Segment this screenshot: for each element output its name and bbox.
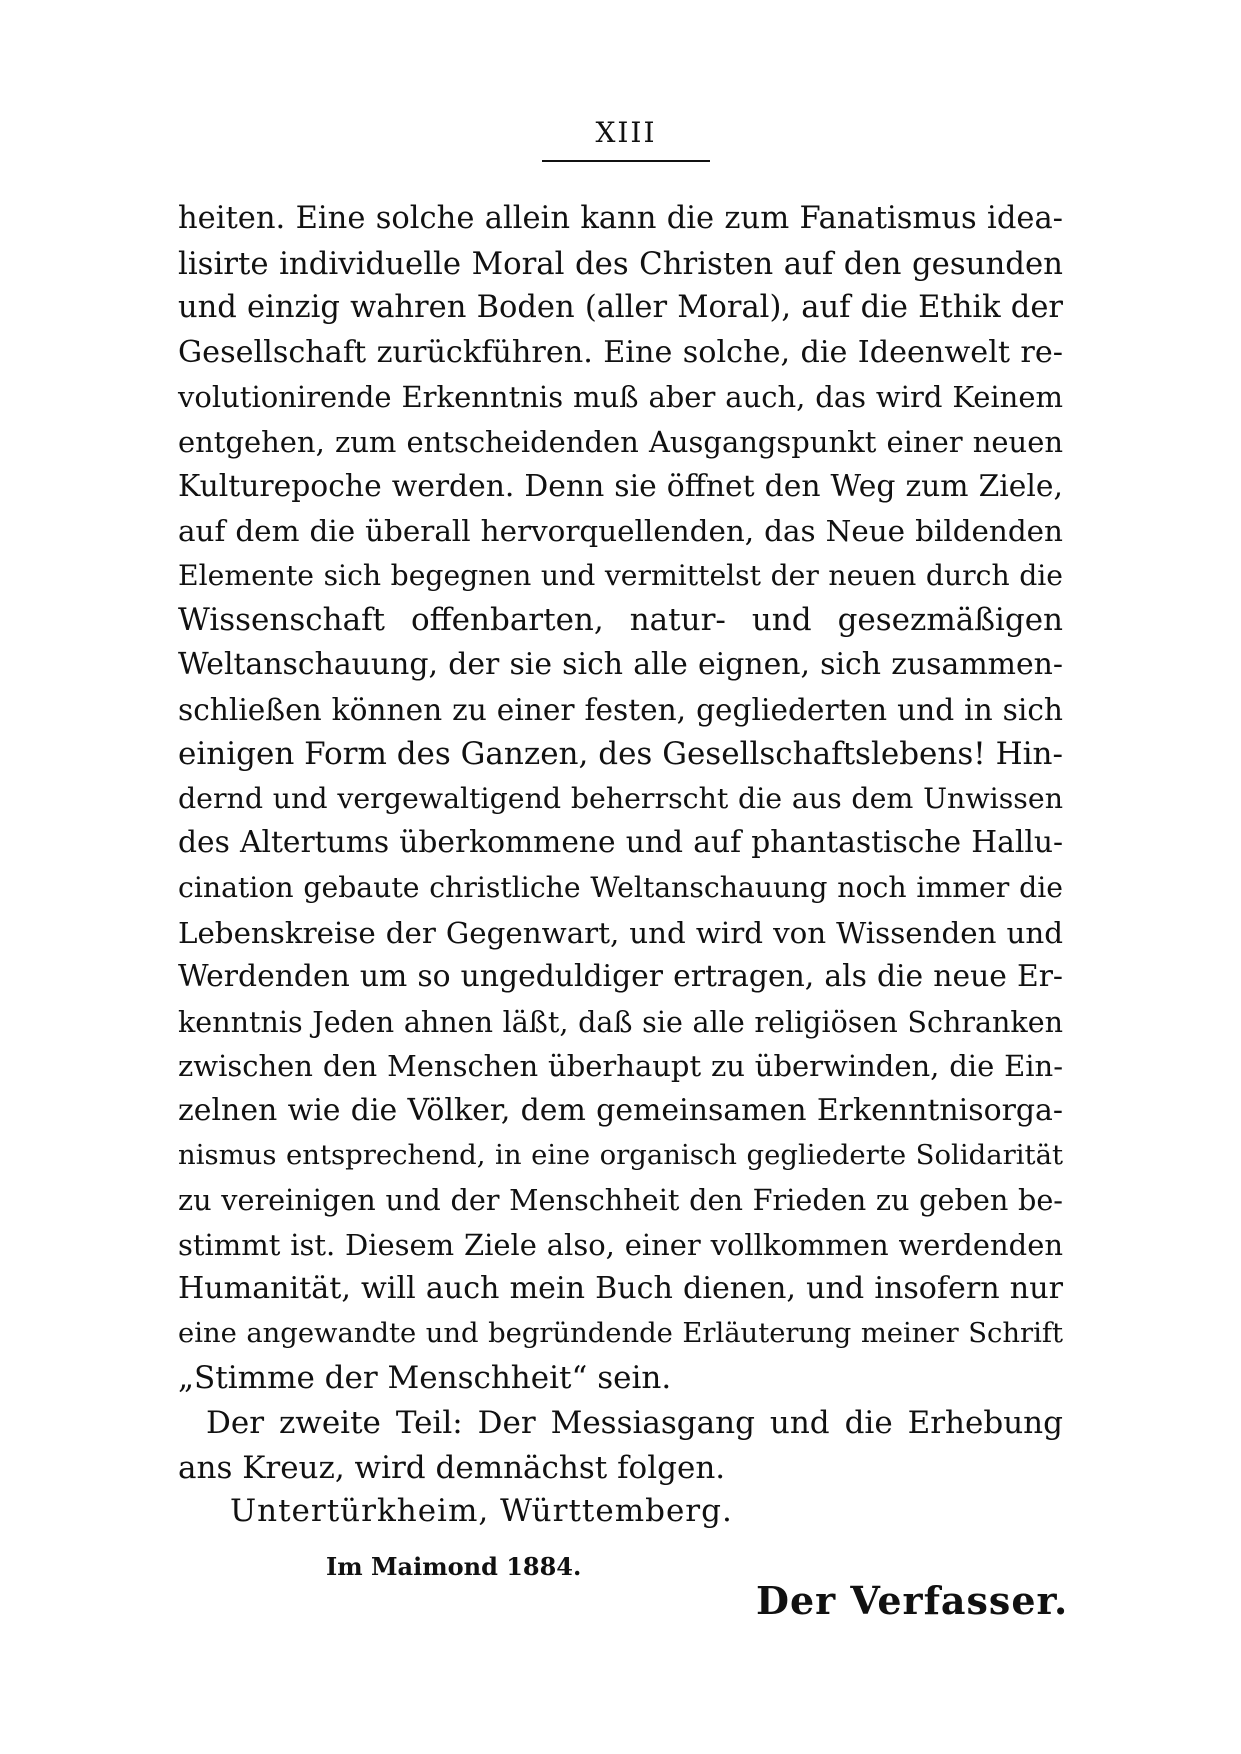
text-line: volutionirende Erkenntnis muß aber auch, das wird Keinem	[178, 380, 1063, 415]
page-number: XIII	[595, 116, 657, 149]
text-line: Weltanschauung, der sie sich alle eignen, sich zusammen-	[178, 646, 1063, 682]
text-line: entgehen, zum entscheidenden Ausgangspunkt einer neuen	[178, 424, 1063, 459]
text-line: „Stimme der Menschheit“ sein.	[178, 1360, 672, 1397]
text-line: nismus entsprechend, in eine organisch gegliederte Solidarität	[178, 1139, 1063, 1172]
text-line: schließen können zu einer festen, gegliederten und in sich	[178, 692, 1063, 727]
text-line: einigen Form des Ganzen, des Gesellschaftslebens! Hin-	[178, 736, 1063, 773]
text-line: heiten. Eine solche allein kann die zum Fanatismus idea-	[178, 201, 1063, 236]
text-line: Humanität, will auch mein Buch dienen, und insofern nur	[178, 1271, 1063, 1307]
text-line: des Altertums überkommene und auf phantastische Hallu-	[178, 825, 1063, 861]
text-line: cination gebaute christliche Weltanschauung noch immer die	[178, 870, 1063, 904]
text-line: ans Kreuz, wird demnächst folgen.	[178, 1449, 726, 1486]
text-line: Lebenskreise der Gegenwart, und wird von Wissenden und	[178, 915, 1063, 950]
text-line: Wissenschaft offenbarten, natur- und gesezmäßigen	[178, 602, 1063, 639]
author-signature: Der Verfasser.	[756, 1578, 1069, 1623]
text-line: auf dem die überall hervorquellenden, das Neue bildenden	[178, 514, 1063, 549]
text-line: Der zweite Teil: Der Messiasgang und die Erhebung	[206, 1405, 1063, 1442]
text-line: dernd und vergewaltigend beherrscht die aus dem Unwissen	[178, 781, 1063, 815]
text-line: Kulturepoche werden. Denn sie öffnet den Weg zum Ziele,	[178, 468, 1063, 504]
closing-date: Im Maimond 1884.	[326, 1552, 582, 1581]
text-line: eine angewandte und begründende Erläuterung meiner Schrift	[178, 1317, 1063, 1349]
text-line: stimmt ist. Diesem Ziele also, einer vollkommen werdenden	[178, 1227, 1063, 1262]
header-rule	[542, 160, 710, 162]
text-line: und einzig wahren Boden (aller Moral), auf die Ethik der	[178, 290, 1063, 326]
text-line: Gesellschaft zurückführen. Eine solche, die Ideenwelt re-	[178, 334, 1063, 370]
text-line: zu vereinigen und der Menschheit den Frieden zu geben be-	[178, 1183, 1063, 1218]
closing-place: Untertürkheim, Württemberg.	[230, 1493, 733, 1529]
text-line: zelnen wie die Völker, dem gemeinsamen Erkenntnisorga-	[178, 1092, 1063, 1128]
text-line: Elemente sich begegnen und vermittelst der neuen durch die	[178, 558, 1063, 592]
text-line: Werdenden um so ungeduldiger ertragen, als die neue Er-	[178, 959, 1063, 995]
text-line: kenntnis Jeden ahnen läßt, daß sie alle religiösen Schranken	[178, 1004, 1063, 1039]
body-text	[178, 197, 1063, 1490]
text-line: zwischen den Menschen überhaupt zu überwinden, die Ein-	[178, 1049, 1063, 1084]
text-line: lisirte individuelle Moral des Christen auf den gesunden	[178, 245, 1063, 282]
